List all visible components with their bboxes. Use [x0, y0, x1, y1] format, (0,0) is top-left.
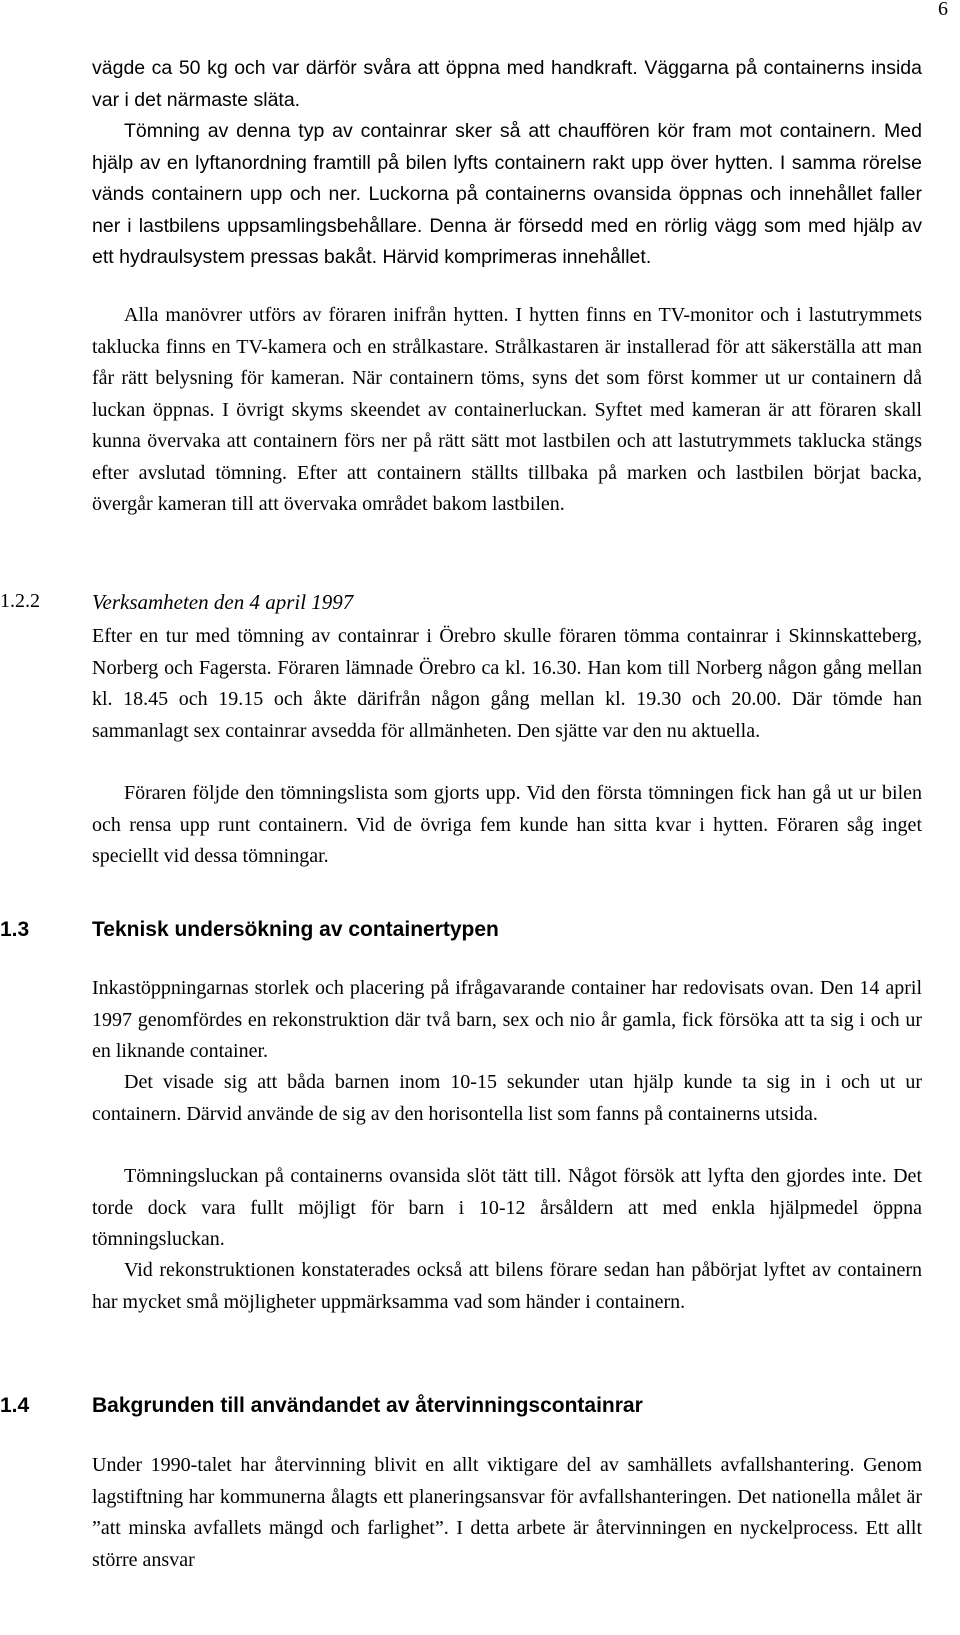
- section-1-4-number: 1.4: [0, 1394, 30, 1417]
- section-1-3-paragraph-1: Inkastöppningarnas storlek och placering på ifrågavarande container har redovisats ovan. Den 14 april 1997 genomfördes en rekonstruktion där två barn, sex och nio år gamla, fick försöka att ta sig i och ur en liknande container.: [92, 977, 922, 1062]
- section-1-3-title: Teknisk undersökning av containertypen: [92, 918, 499, 941]
- section-1-3-number: 1.3: [0, 918, 30, 941]
- section-1-2-2-number: 1.2.2: [0, 590, 40, 612]
- section-1-4-paragraph-1: Under 1990-talet har återvinning blivit en allt viktigare del av samhällets avfallshantering. Genom lagstiftning har kommunerna ålagts ett planeringsansvar för avfallshanteringen. Det nationella målet är ”att minska avfallets mängd och farlighet”. I detta arbete är återvinningen en nyckelprocess. Ett allt större ansvar: [92, 1454, 922, 1571]
- section-1-2-2-paragraph-2: Föraren följde den tömningslista som gjorts upp. Vid den första tömningen fick han gå ut ur bilen och rensa upp runt containern. Vid de övriga fem kunde han sitta kvar i hytten. Föraren såg inget speciellt vid dessa tömningar.: [92, 782, 922, 867]
- intro-paragraph-2: Tömning av denna typ av containrar sker så att chauffören kör fram mot containern. Med hjälp av en lyftanordning framtill på bilen lyfts containern rakt upp över hytten. I samma rörelse vänds containern upp och ner. Luckorna på containerns ovansida öppnas och innehållet faller ner i lastbilens uppsamlingsbehållare. Denna är försedd med en rörlig vägg som med hjälp av ett hydraulsystem pressas bakåt. Härvid komprimeras innehållet.: [92, 120, 922, 268]
- intro-paragraph-3: Alla manövrer utförs av föraren inifrån hytten. I hytten finns en TV-monitor och i lastutrymmets taklucka finns en TV-kamera och en strålkastare. Strålkastaren är installerad för att säkerställa att man får rätt belysning för kameran. När containern töms, syns det som först kommer ut ur containern då luckan öppnas. I övrigt skyms skeendet av containerluckan. Syftet med kameran är att föraren skall kunna övervaka att containern förs ner på rätt sätt mot lastbilen och att lastutrymmets taklucka stängs efter avslutad tömning. Efter att containern ställts tillbaka på marken och lastbilen börjat backa, övergår kameran till att övervaka området bakom lastbilen.: [92, 304, 922, 515]
- intro-paragraph-1: vägde ca 50 kg och var därför svåra att öppna med handkraft. Väggarna på containerns insida var i det närmaste släta.: [92, 57, 922, 111]
- section-1-4-title: Bakgrunden till användandet av återvinningscontainrar: [92, 1394, 643, 1417]
- section-1-3-paragraph-2: Det visade sig att båda barnen inom 10-15 sekunder utan hjälp kunde ta sig in i och ut ur containern. Därvid använde de sig av den horisontella list som fanns på containerns utsida.: [92, 1071, 922, 1125]
- section-1-3-paragraph-4: Vid rekonstruktionen konstaterades också att bilens förare sedan han påbörjat lyftet av containern har mycket små möjligheter uppmärksamma vad som händer i containern.: [92, 1259, 922, 1313]
- section-1-3-paragraph-3: Tömningsluckan på containerns ovansida slöt tätt till. Något försök att lyfta den gjordes inte. Det torde dock vara fullt möjligt för barn i 10-12 årsåldern att med enkla hjälpmedel öppna tömningsluckan.: [92, 1165, 922, 1250]
- section-1-2-2-paragraph-1: Efter en tur med tömning av containrar i Örebro skulle föraren tömma containrar i Skinnskatteberg, Norberg och Fagersta. Föraren lämnade Örebro ca kl. 16.30. Han kom till Norberg någon gång mellan kl. 18.45 och 19.15 och åkte därifrån någon gång mellan kl. 19.30 och 20.00. Där tömde han sammanlagt sex containrar avsedda för allmänheten. Den sjätte var den nu aktuella.: [92, 625, 922, 742]
- page-number: 6: [938, 0, 948, 20]
- section-1-2-2-title: Verksamheten den 4 april 1997: [92, 590, 354, 614]
